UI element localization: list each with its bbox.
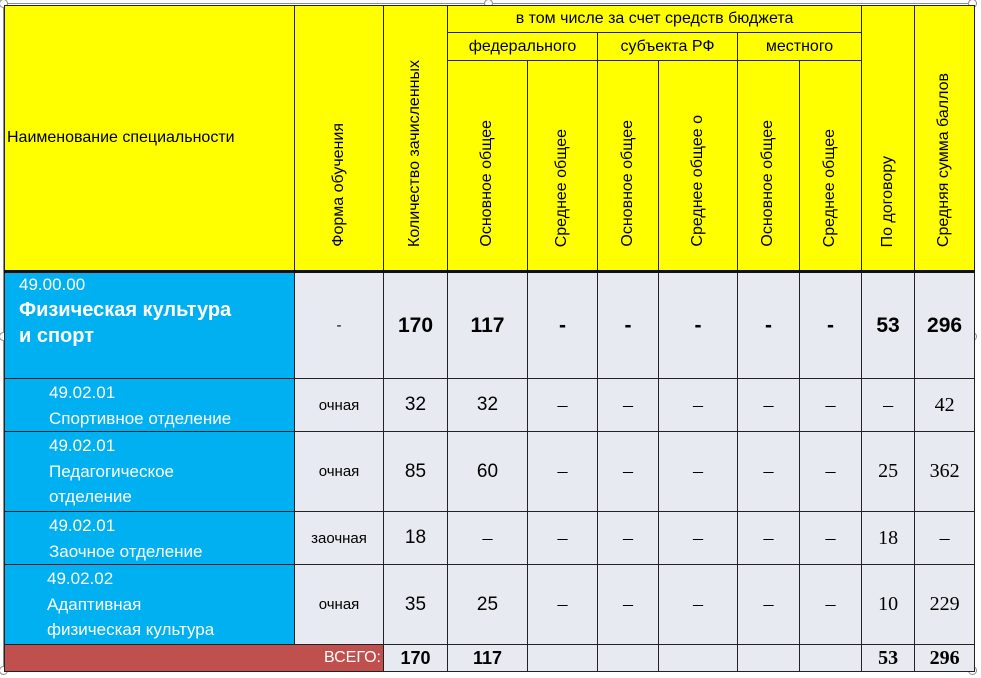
header-fed-secondary: Среднее общее [528,61,598,272]
main-spec-code: 49.00.00 [19,275,86,294]
main-fed-basic: 117 [448,272,528,379]
spec-cell [5,512,295,565]
total-fed-basic: 117 [448,645,528,672]
total-empty-cell [598,645,659,672]
loc-basic-cell: – [738,432,800,512]
fed-secondary-cell: – [528,512,598,565]
count-cell: 35 [384,565,448,645]
loc-secondary-cell: – [800,565,862,645]
table-row [5,432,975,512]
main-subj-secondary: - [659,272,738,379]
avg-score-cell: – [915,512,975,565]
total-contract: 53 [862,645,915,672]
subj-secondary-cell: – [659,512,738,565]
table-row [5,379,975,432]
spec-name-line: отделение [49,487,132,506]
spec-name-line: Педагогическое [49,461,175,481]
header-contract: По договору [862,6,915,272]
table-row [5,565,975,645]
spec-name-line: Спортивное отделение [49,408,232,428]
main-loc-secondary: - [800,272,862,379]
fed-basic-cell: – [448,512,528,565]
total-empty-cell [528,645,598,672]
total-empty-cell [738,645,800,672]
spec-code: 49.02.01 [49,436,116,455]
spec-code: 49.02.01 [49,516,116,535]
contract-cell: – [862,379,915,432]
form-cell: очная [295,379,384,432]
admission-table [4,5,975,672]
header-spec-name: Наименование специальности [5,6,295,272]
form-cell: очная [295,565,384,645]
header-avg-score: Средняя сумма баллов [915,6,975,272]
avg-score-cell: 229 [915,565,975,645]
subj-basic-cell: – [598,379,659,432]
subj-basic-cell: – [598,512,659,565]
subj-basic-cell: – [598,565,659,645]
fed-secondary-cell: – [528,432,598,512]
loc-secondary-cell: – [800,432,862,512]
main-avg-score: 296 [915,272,975,379]
spec-cell [5,432,295,512]
total-empty-cell [800,645,862,672]
form-cell: заочная [295,512,384,565]
spec-code: 49.02.01 [49,383,116,402]
avg-score-cell: 42 [915,379,975,432]
spec-cell [5,379,295,432]
fed-basic-cell: 25 [448,565,528,645]
total-label: ВСЕГО: [5,645,384,672]
spec-name-line: Адаптивная [47,594,142,614]
loc-basic-cell: – [738,512,800,565]
header-local: местного [738,33,862,61]
fed-basic-cell: 32 [448,379,528,432]
avg-score-cell: 362 [915,432,975,512]
contract-cell: 18 [862,512,915,565]
main-subj-basic: - [598,272,659,379]
main-spec-cell [5,272,295,379]
count-cell: 18 [384,512,448,565]
header-fed-basic: Основное общее [448,61,528,272]
header-subj-secondary: Среднее общее о [659,61,738,272]
header-count: Количество зачисленных [384,6,448,272]
main-fed-secondary: - [528,272,598,379]
main-spec-name-line1: Физическая культура [19,299,232,321]
header-subj-basic: Основное общее [598,61,659,272]
header-federal: федерального [448,33,598,61]
fed-secondary-cell: – [528,379,598,432]
header-form: Форма обучения [295,6,384,272]
main-count: 170 [384,272,448,379]
fed-basic-cell: 60 [448,432,528,512]
main-contract: 53 [862,272,915,379]
subj-secondary-cell: – [659,432,738,512]
spec-name-line: физическая культура [47,620,215,639]
table-row [5,512,975,565]
main-loc-basic: - [738,272,800,379]
spec-name-line: Заочное отделение [49,541,203,561]
loc-basic-cell: – [738,565,800,645]
total-row [5,645,975,672]
total-empty-cell [659,645,738,672]
total-avg-score: 296 [915,645,975,672]
table-row-main [5,272,975,379]
contract-cell: 10 [862,565,915,645]
header-loc-secondary: Среднее общее [800,61,862,272]
count-cell: 85 [384,432,448,512]
subj-secondary-cell: – [659,379,738,432]
loc-secondary-cell: – [800,379,862,432]
header-budget-group: в том числе за счет средств бюджета [448,6,862,33]
main-form: - [295,272,384,379]
spec-code: 49.02.02 [47,569,114,588]
contract-cell: 25 [862,432,915,512]
loc-secondary-cell: – [800,512,862,565]
form-cell: очная [295,432,384,512]
header-loc-basic: Основное общее [738,61,800,272]
main-spec-name-line2: и спорт [19,325,95,347]
loc-basic-cell: – [738,379,800,432]
subj-basic-cell: – [598,432,659,512]
fed-secondary-cell: – [528,565,598,645]
total-count: 170 [384,645,448,672]
spec-cell [5,565,295,645]
header-subject: субъекта РФ [598,33,738,61]
subj-secondary-cell: – [659,565,738,645]
count-cell: 32 [384,379,448,432]
